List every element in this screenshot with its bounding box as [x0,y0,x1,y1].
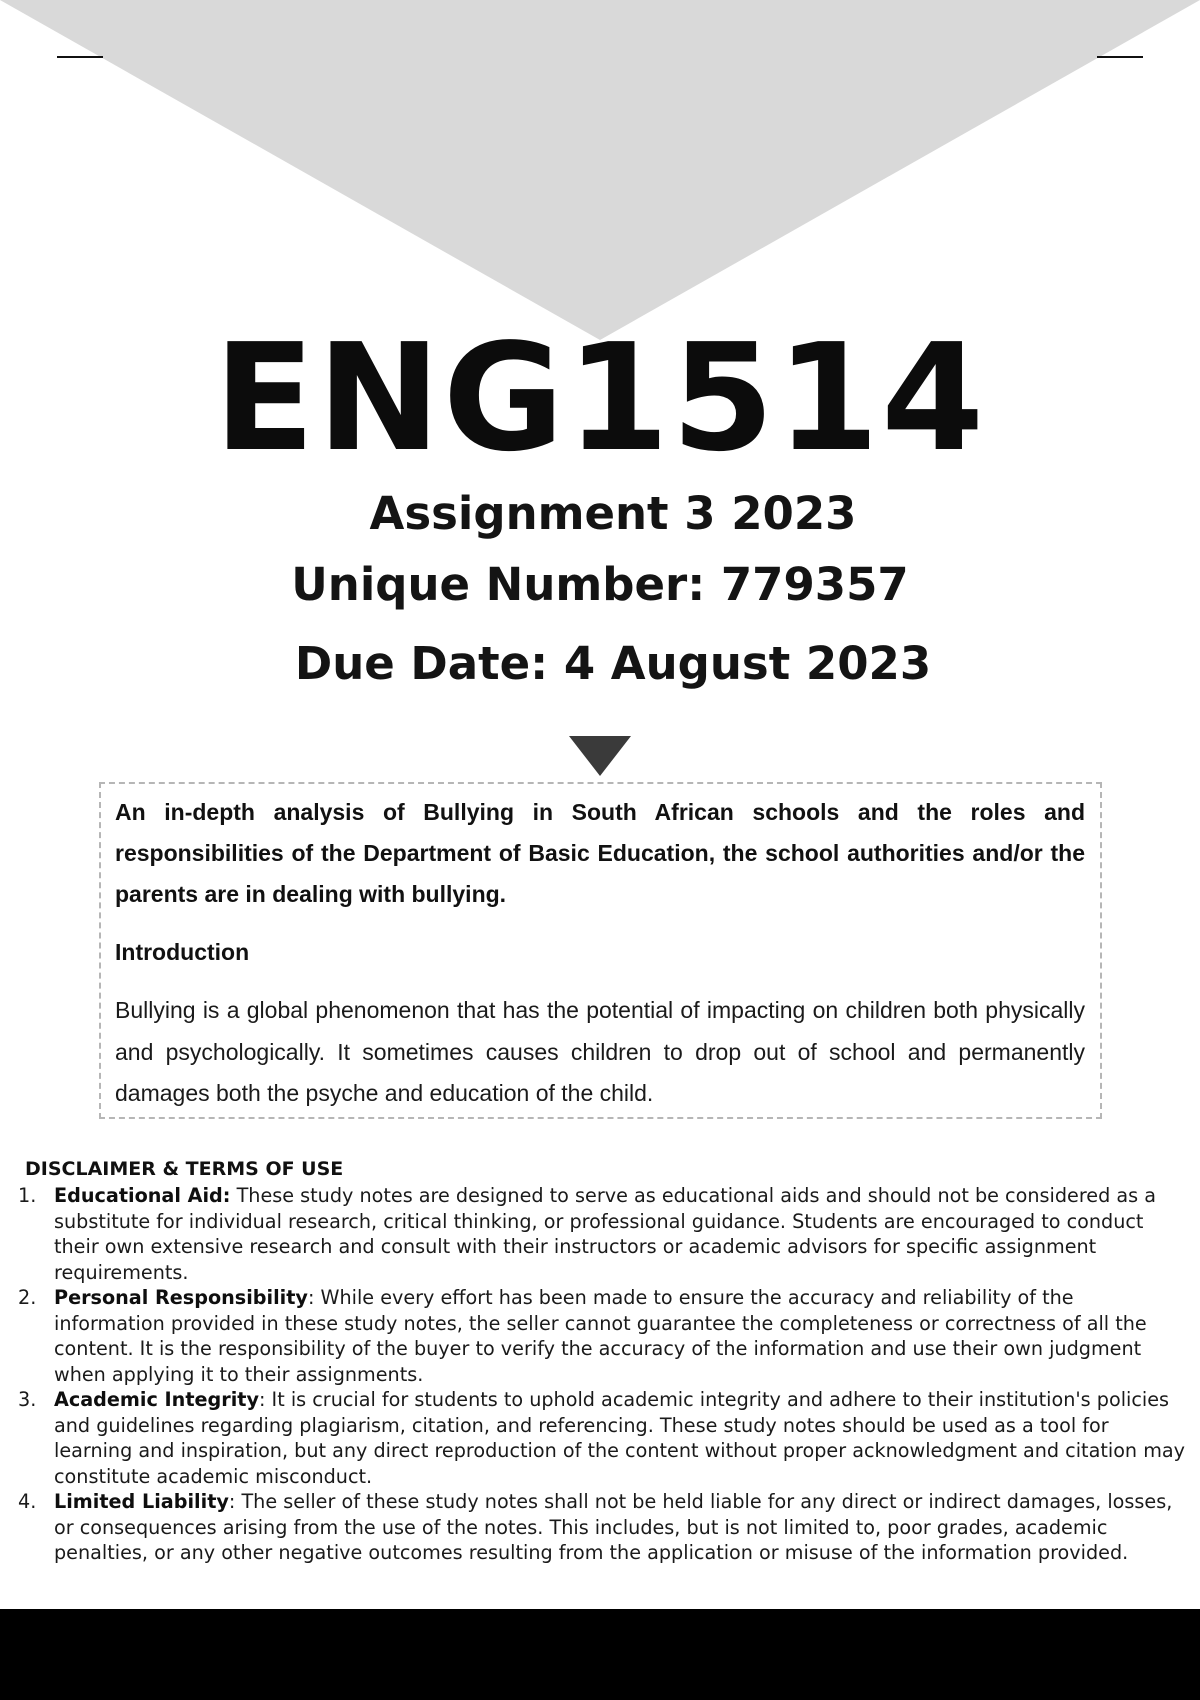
disclaimer-title: DISCLAIMER & TERMS OF USE [25,1158,344,1180]
term-number: 4. [18,1490,37,1513]
term-item-educational-aid [0,1183,1200,1285]
term-title: Educational Aid: [54,1184,231,1207]
term-title: Limited Liability [54,1490,229,1513]
term-item-academic-integrity [0,1387,1200,1489]
term-title: Personal Responsibility [54,1286,308,1309]
assignment-label: Assignment 3 2023 [369,487,857,540]
term-item-limited-liability [0,1489,1200,1566]
term-number: 1. [18,1184,37,1207]
unique-number-label: Unique Number: 779357 [291,558,909,611]
term-text: : The seller of these study notes shall not be held liable for any direct or indirect damages, losses, or consequences arising from the use of the notes. This includes, but is not limited to, poor grades, academic penalties, or any other negative outcomes resulting from the application or misuse of the information provided. [54,1490,1173,1564]
introduction-paragraph: Bullying is a global phenomenon that has the potential of impacting on children both physically and psychologically. It sometimes causes children to drop out of school and permanently damages both the psyche and education of the child. [115,997,1085,1106]
introduction-heading: Introduction [115,939,250,965]
course-code-title: ENG1514 [213,312,987,484]
term-text: : While every effort has been made to ensure the accuracy and reliability of the information provided in these study notes, the seller cannot guarantee the completeness or correctness of all the content. It is the responsibility of the buyer to verify the accuracy of the information and use their own judgment when applying it to their assignments. [54,1286,1147,1386]
terms-list [0,1183,1200,1566]
term-number: 2. [18,1286,37,1309]
term-text: : It is crucial for students to uphold academic integrity and adhere to their institution's policies and guidelines regarding plagiarism, citation, and referencing. These study notes should be used as a tool for learning and inspiration, but any direct reproduction of the content without proper acknowledgment and citation may constitute academic misconduct. [54,1388,1185,1488]
summary-box [99,782,1102,1119]
term-number: 3. [18,1388,37,1411]
bottom-black-bar [0,1609,1200,1700]
due-date-label: Due Date: 4 August 2023 [294,637,932,690]
term-item-personal-responsibility [0,1285,1200,1387]
essay-topic-heading: An in-depth analysis of Bullying in South African schools and the roles and responsibilities of the Department of Basic Education, the school authorities and/or the parents are in dealing with bullying. [115,799,1085,907]
chevron-shape [0,0,1200,340]
term-text: These study notes are designed to serve as educational aids and should not be considered as a substitute for individual research, critical thinking, or professional guidance. Students are encouraged to conduct their own extensive research and consult with their instructors or academic advisors for specific assignment requirements. [54,1184,1156,1284]
down-triangle-icon [569,736,631,776]
term-title: Academic Integrity [54,1388,259,1411]
disclaimer-section [0,1157,1200,1566]
header-chevron-graphic [0,0,1200,340]
